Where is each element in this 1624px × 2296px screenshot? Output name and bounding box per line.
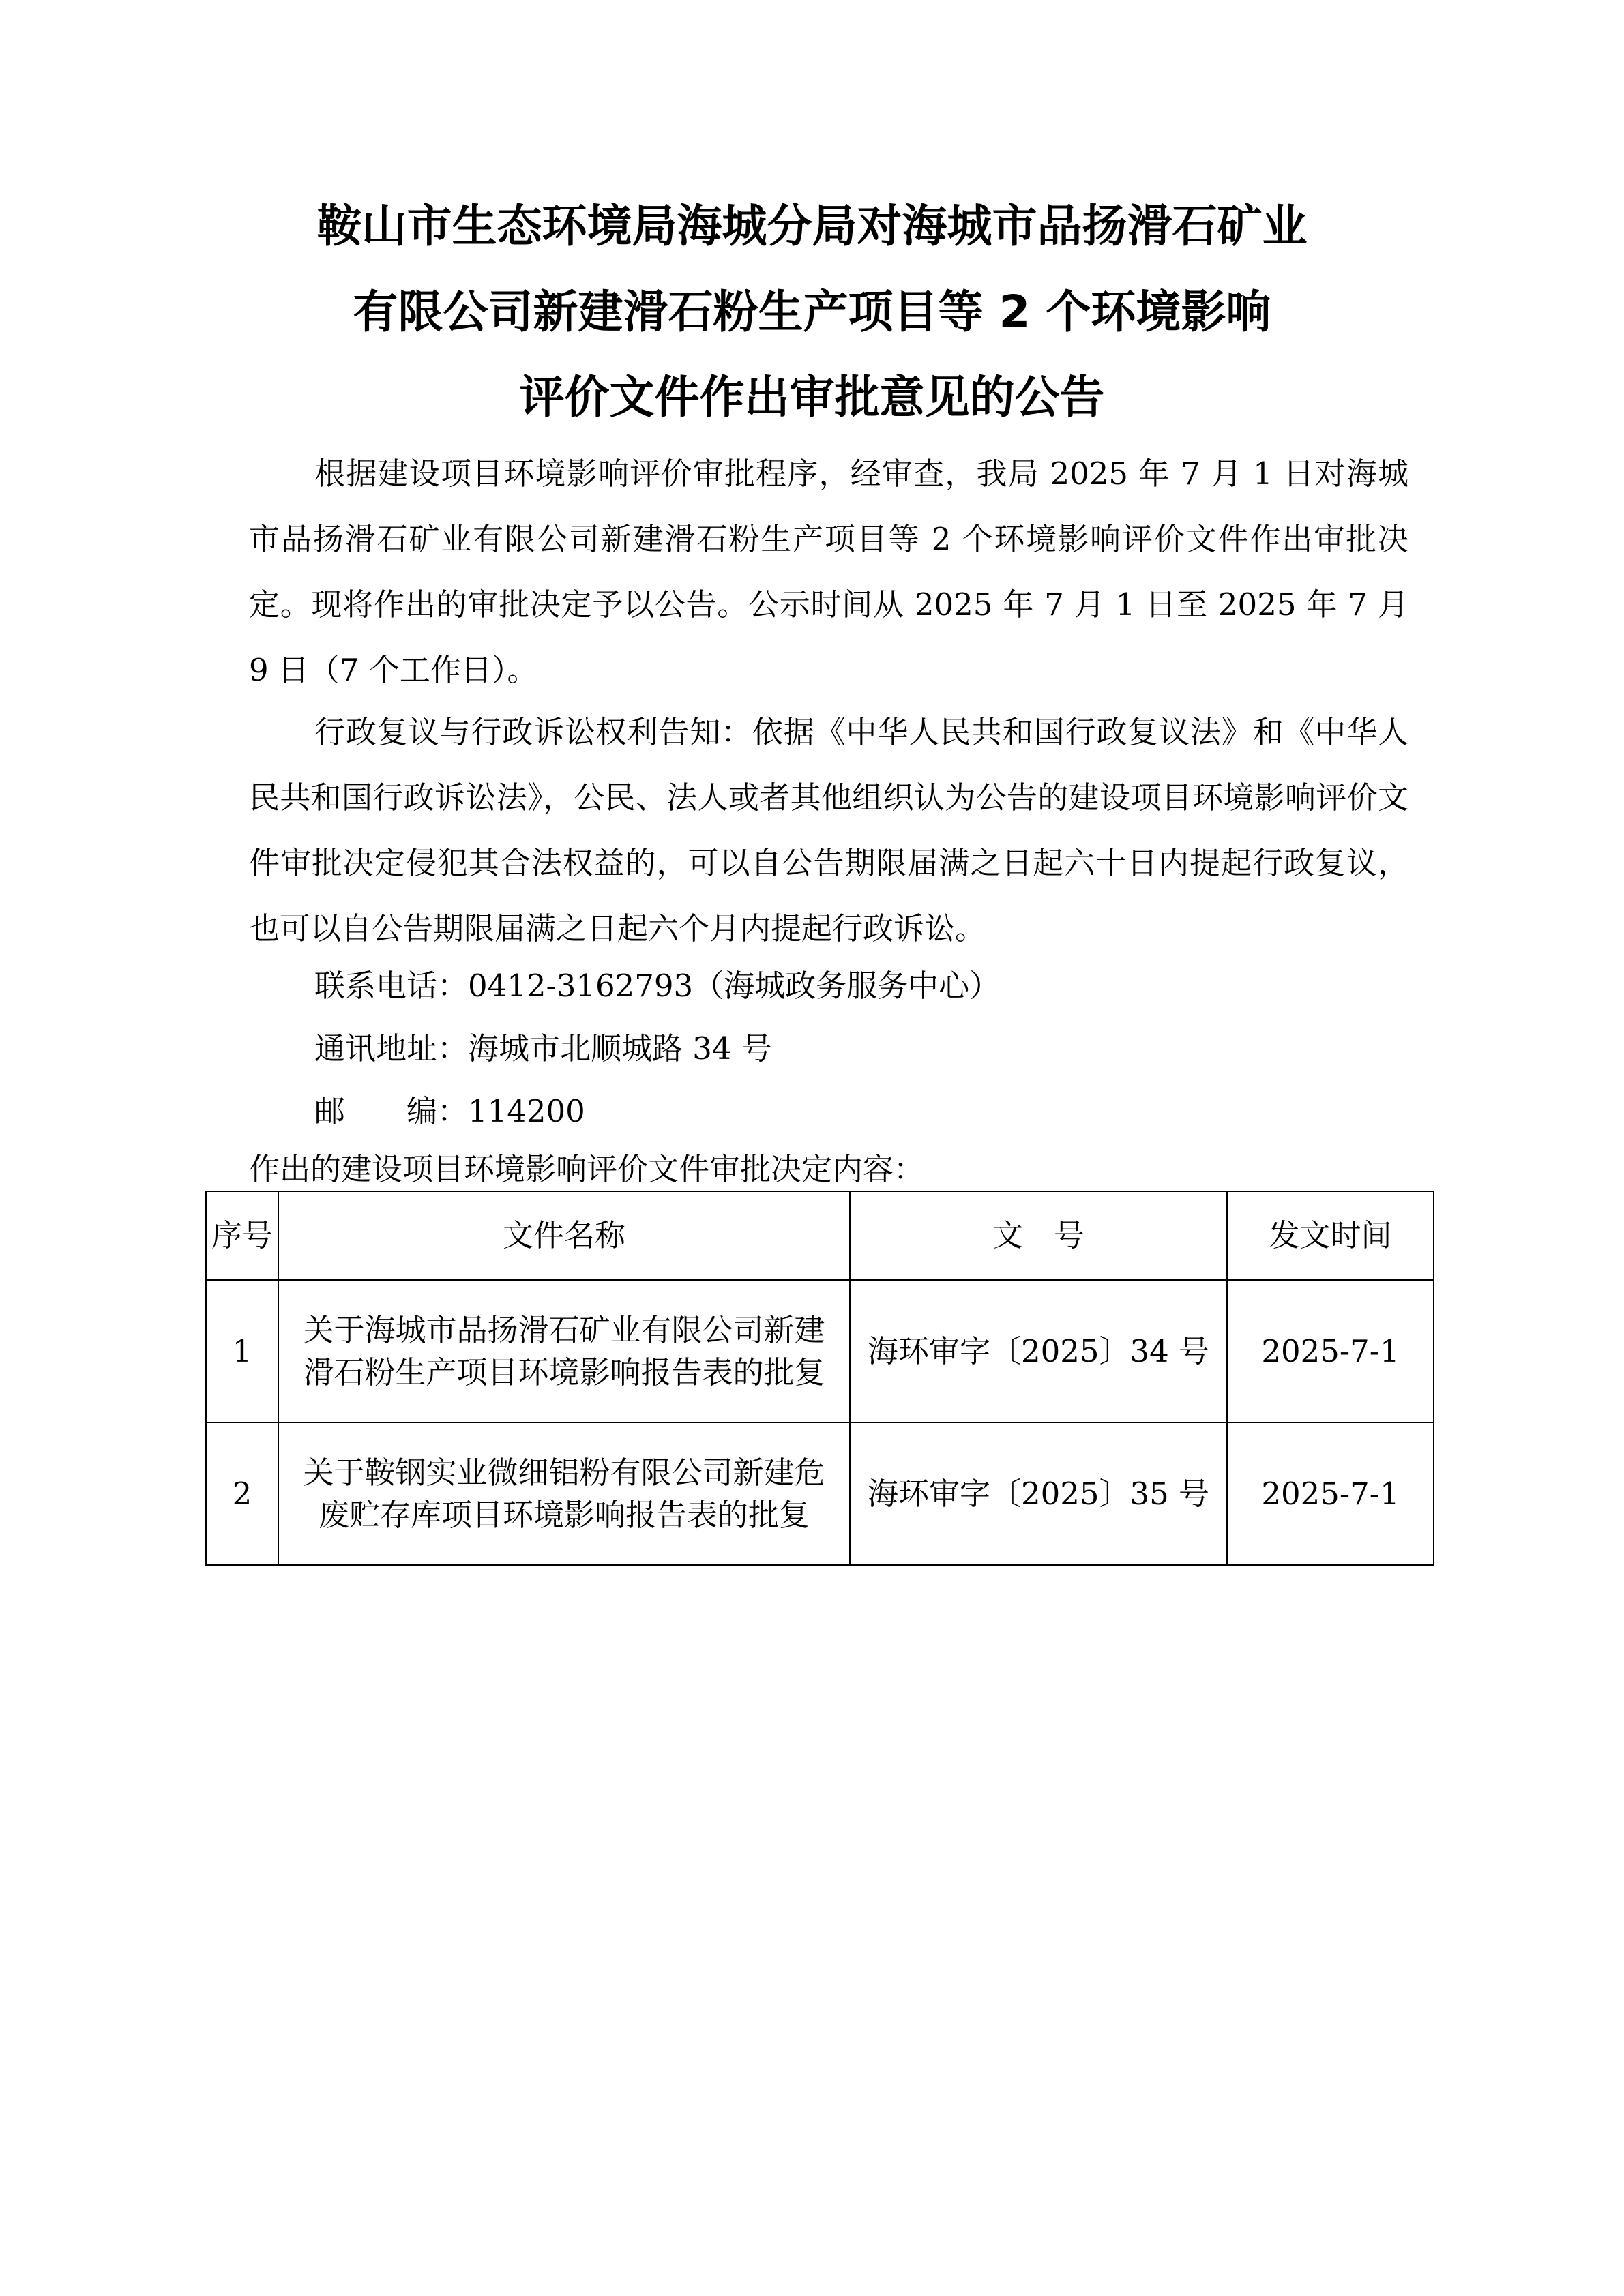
row-serial-number: 1: [206, 1280, 278, 1422]
header-issue-date: 发文时间: [1227, 1191, 1434, 1280]
header-document-name: 文件名称: [278, 1191, 850, 1280]
row-document-number: 海环审字〔2025〕35 号: [850, 1422, 1227, 1565]
legal-rights-paragraph: 行政复议与行政诉讼权利告知：依据《中华人民共和国行政复议法》和《中华人民共和国行政诉讼法》，公民、法人或者其他组织认为公告的建设项目环境影响评价文件审批决定侵犯其合法权益的，可以自公告期限届满之日起六十日内提起行政复议，也可以自公告期限届满之日起六个月内提起行政诉讼。: [249, 714, 1408, 946]
row-issue-date: 2025-7-1: [1227, 1280, 1434, 1422]
table-header-row: [206, 1191, 1434, 1280]
header-document-number: 文 号: [850, 1191, 1227, 1280]
row-document-name: 关于鞍钢实业微细铝粉有限公司新建危废贮存库项目环境影响报告表的批复: [278, 1422, 850, 1565]
postcode-value: 114200: [468, 1093, 585, 1129]
table-intro: 作出的建设项目环境影响评价文件审批决定内容：: [249, 1151, 925, 1187]
table-row: [206, 1422, 1434, 1565]
mailing-address: 通讯地址：海城市北顺城路 34 号: [314, 1030, 772, 1067]
notice-title-line-2: 有限公司新建滑石粉生产项目等 2 个环境影响: [353, 286, 1271, 338]
row-document-name: 关于海城市品扬滑石矿业有限公司新建滑石粉生产项目环境影响报告表的批复: [278, 1280, 850, 1422]
row-document-number: 海环审字〔2025〕34 号: [850, 1280, 1227, 1422]
table-row: [206, 1280, 1434, 1422]
approval-table: [205, 1191, 1434, 1566]
notice-title-line-3: 评价文件作出审批意见的公告: [519, 371, 1105, 423]
row-serial-number: 2: [206, 1422, 278, 1565]
postcode-label: 邮 编：: [314, 1093, 469, 1129]
contact-phone: 联系电话：0412-3162793（海城政务服务中心）: [314, 968, 1001, 1004]
header-serial-number: 序号: [206, 1191, 278, 1280]
row-issue-date: 2025-7-1: [1227, 1422, 1434, 1565]
approval-paragraph: 根据建设项目环境影响评价审批程序，经审查，我局 2025 年 7 月 1 日对海城市品扬滑石矿业有限公司新建滑石粉生产项目等 2 个环境影响评价文件作出审批决定。现将作出的审批决定予以公告。公示时间从 2025 年 7 月 1 日至 2025 年 7 月 9 日（7 个工作日）。: [249, 456, 1408, 688]
notice-title-line-1: 鞍山市生态环境局海城分局对海城市品扬滑石矿业: [316, 200, 1308, 252]
